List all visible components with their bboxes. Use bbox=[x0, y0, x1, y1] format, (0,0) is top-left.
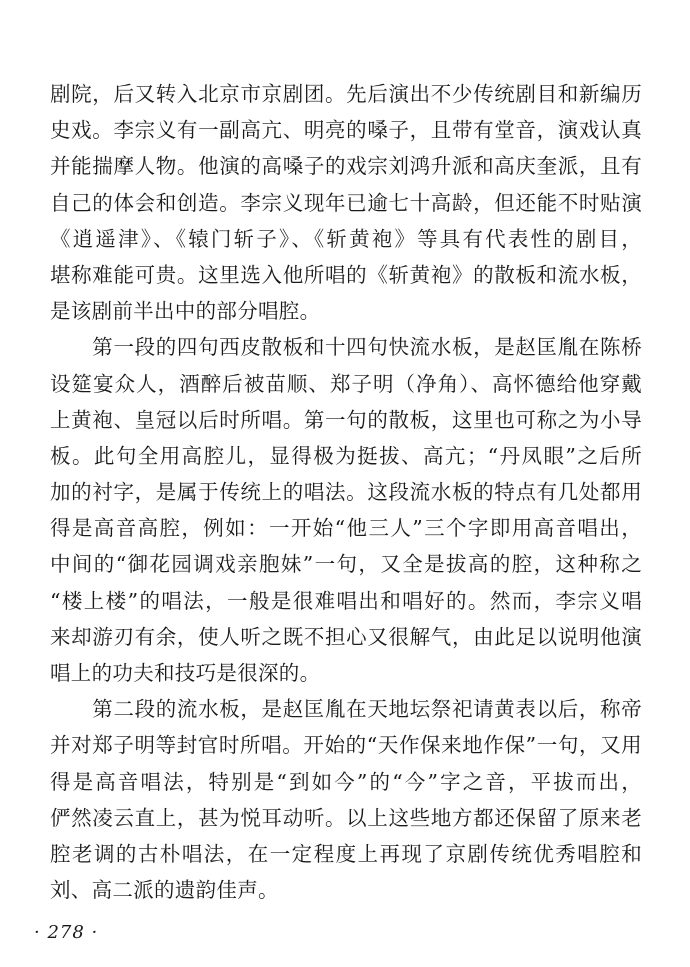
text-line: 上黄袍、皇冠以后时所唱。第一句的散板，这里也可称之为小导 bbox=[50, 407, 642, 432]
text-line: 得是高音唱法，特别是“到如今”的“今”字之音，平拔而出， bbox=[50, 769, 642, 794]
text-line: 加的衬字，是属于传统上的唱法。这段流水板的特点有几处都用 bbox=[50, 480, 642, 505]
text-line: 自己的体会和创造。李宗义现年已逾七十高龄，但还能不时贴演 bbox=[50, 190, 642, 215]
text-line: 《逍遥津》、《辕门斩子》、《斩黄袍》等具有代表性的剧目， bbox=[50, 226, 642, 251]
text-line: 唱上的功夫和技巧是很深的。 bbox=[50, 661, 321, 685]
text-line: 来却游刃有余，使人听之既不担心又很解气，由此足以说明他演 bbox=[50, 624, 642, 649]
text-line: 第二段的流水板，是赵匡胤在天地坛祭祀请黄表以后，称帝 bbox=[50, 697, 642, 722]
text-line: 刘、高二派的遗韵佳声。 bbox=[50, 878, 279, 903]
paragraph-3 bbox=[50, 691, 642, 908]
text-line: 第一段的四句西皮散板和十四句快流水板，是赵匡胤在陈桥 bbox=[50, 335, 642, 360]
text-line: “楼上楼”的唱法，一般是很难唱出和唱好的。然而，李宗义唱 bbox=[50, 588, 642, 613]
text-line: 腔老调的古朴唱法，在一定程度上再现了京剧传统优秀唱腔和 bbox=[50, 841, 642, 866]
text-line: 堪称难能可贵。这里选入他所唱的《斩黄袍》的散板和流水板， bbox=[50, 262, 642, 287]
text-line: 并能揣摩人物。他演的高嗓子的戏宗刘鸿升派和高庆奎派，且有 bbox=[50, 154, 642, 179]
page-number: · 278 · bbox=[34, 922, 99, 943]
text-line: 史戏。李宗义有一副高亢、明亮的嗓子，且带有堂音，演戏认真 bbox=[50, 118, 642, 143]
text-line: 俨然凌云直上，甚为悦耳动听。以上这些地方都还保留了原来老 bbox=[50, 805, 642, 830]
text-line: 中间的“御花园调戏亲胞妹”一句，又全是拔高的腔，这种称之 bbox=[50, 552, 642, 577]
text-line: 设筵宴众人，酒醉后被苗顺、郑子明（净角）、高怀德给他穿戴 bbox=[50, 371, 642, 396]
page-body bbox=[50, 76, 642, 908]
paragraph-2 bbox=[50, 329, 642, 691]
paragraph-1 bbox=[50, 76, 642, 329]
text-line: 是该剧前半出中的部分唱腔。 bbox=[50, 299, 321, 324]
text-line: 得是高音高腔，例如：一开始“他三人”三个字即用高音唱出， bbox=[50, 516, 642, 541]
text-line: 板。此句全用高腔儿，显得极为挺拔、高亢；“丹凤眼”之后所 bbox=[50, 443, 642, 468]
text-line: 并对郑子明等封官时所唱。开始的“天作保来地作保”一句，又用 bbox=[50, 733, 642, 758]
text-line: 剧院，后又转入北京市京剧团。先后演出不少传统剧目和新编历 bbox=[50, 82, 642, 106]
